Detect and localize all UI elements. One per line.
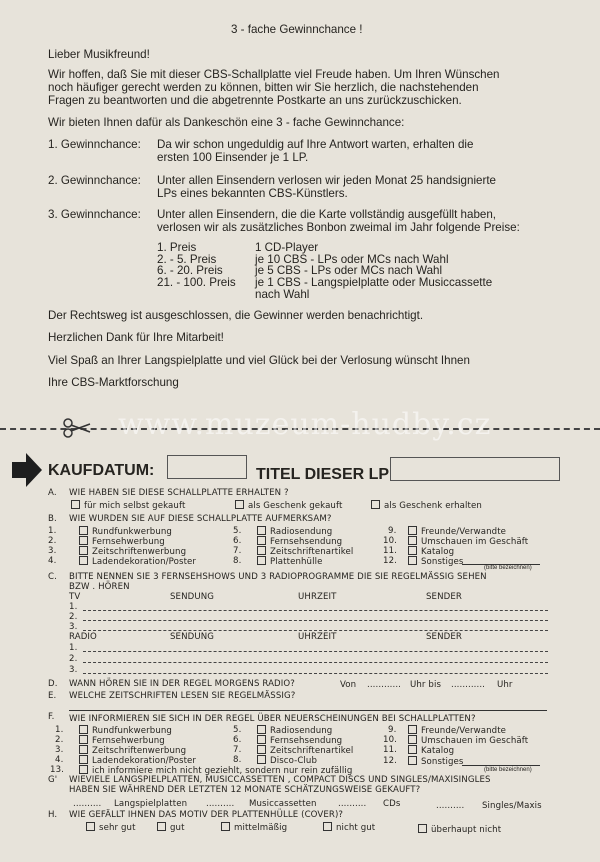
legal-text: Der Rechtsweg ist ausgeschlossen, die Gewinner werden benachrichtigt. — [48, 309, 424, 322]
checkbox[interactable] — [408, 725, 417, 734]
item-number: 4. — [48, 556, 57, 566]
option-f[interactable]: Freunde/Verwandte — [408, 725, 506, 736]
checkbox[interactable] — [79, 725, 88, 734]
question-letter: A. — [48, 488, 57, 498]
intro-line: noch häufiger gerecht werden zu können, bitten wir Sie herzlich, die nachstehenden — [48, 81, 479, 94]
item-number: 8. — [233, 556, 242, 566]
checkbox[interactable] — [257, 745, 266, 754]
von-label: Von — [340, 680, 357, 690]
checkbox[interactable] — [79, 735, 88, 744]
option-f[interactable]: Zeitschriftenwerbung — [79, 745, 186, 756]
item-number: 12. — [383, 756, 397, 766]
item-number: 5. — [233, 725, 242, 735]
checkbox[interactable] — [408, 756, 417, 765]
option-b[interactable]: Zeitschriftenwerbung — [79, 546, 186, 557]
checkbox[interactable] — [79, 526, 88, 535]
checkbox[interactable] — [408, 536, 417, 545]
radio-header: RADIO — [69, 632, 97, 642]
checkbox[interactable] — [408, 556, 417, 565]
option-f[interactable]: Fernsehwerbung — [79, 735, 165, 746]
arrow-icon — [12, 453, 42, 492]
option-b[interactable]: Umschauen im Geschäft — [408, 536, 528, 547]
letter-title: 3 - fache Gewinnchance ! — [231, 23, 363, 36]
scissors-icon — [62, 418, 92, 443]
greeting: Lieber Musikfreund! — [48, 48, 150, 61]
item-number: 11. — [383, 745, 397, 755]
singles-label: Singles/Maxis — [482, 801, 542, 811]
question-letter: D. — [48, 679, 58, 689]
prize-rank: 21. - 100. Preis — [157, 276, 236, 289]
question-c: BZW . HÖREN — [69, 582, 130, 592]
item-number: 9. — [388, 725, 397, 735]
question-e: WELCHE ZEITSCHRIFTEN LESEN SIE REGELMÄSSIG? — [69, 691, 296, 701]
item-number: 7. — [233, 745, 242, 755]
question-h: WIE GEFÄLLT IHNEN DAS MOTIV DER PLATTENHÜLLE (COVER)? — [69, 810, 344, 820]
radio-line[interactable] — [83, 662, 548, 663]
chance-label: 1. Gewinnchance: — [48, 138, 141, 151]
item-number: 1. — [48, 526, 57, 536]
checkbox[interactable] — [323, 822, 332, 831]
checkbox[interactable] — [257, 755, 266, 764]
kaufdatum-label: KAUFDATUM: — [48, 462, 155, 479]
col-sender: SENDER — [426, 632, 462, 642]
checkbox[interactable] — [157, 822, 166, 831]
option-h[interactable]: mittelmäßig — [221, 822, 287, 833]
checkbox[interactable] — [79, 765, 88, 774]
item-number: 12. — [383, 556, 397, 566]
intro-line: Fragen zu beantworten und die abgetrennte Postkarte an uns zurückzuschicken. — [48, 94, 462, 107]
item-number: 3. — [55, 745, 64, 755]
option-b[interactable]: Ladendekoration/Poster — [79, 556, 196, 567]
radio-line[interactable] — [83, 673, 548, 674]
chance-text: LPs eines bekannten CBS-Künstlers. — [157, 187, 348, 200]
col-sendung: SENDUNG — [170, 632, 215, 642]
option-b[interactable]: Freunde/Verwandte — [408, 526, 506, 537]
col-sender: SENDER — [426, 592, 462, 602]
option-f[interactable]: Umschauen im Geschäft — [408, 735, 528, 746]
option-f[interactable]: Rundfunkwerbung — [79, 725, 172, 736]
item-number: 1. — [55, 725, 64, 735]
option-a[interactable]: für mich selbst gekauft — [71, 500, 185, 511]
time-to-field[interactable]: ............ — [451, 680, 485, 690]
checkbox[interactable] — [79, 536, 88, 545]
item-number: 7. — [233, 546, 242, 556]
offer-text: Wir bieten Ihnen dafür als Dankeschön eine 3 - fache Gewinnchance: — [48, 116, 405, 129]
row-number: 3. — [69, 665, 78, 675]
question-letter: B. — [48, 514, 57, 524]
question-letter: G' — [48, 775, 58, 785]
checkbox[interactable] — [79, 556, 88, 565]
prize-text: je 5 CBS - LPs oder MCs nach Wahl — [255, 264, 443, 277]
question-g: HABEN SIE WÄHREND DER LETZTEN 12 MONATE SCHÄTZUNGSWEISE GEKAUFT? — [69, 785, 421, 795]
kaufdatum-field[interactable] — [167, 455, 247, 479]
question-d: WANN HÖREN SIE IN DER REGEL MORGENS RADIO? — [69, 679, 295, 689]
option-f[interactable]: Ladendekoration/Poster — [79, 755, 196, 766]
titel-label: TITEL DIESER LP — [256, 466, 390, 483]
uhr-label: Uhr — [497, 680, 513, 690]
lp-count-field[interactable]: .......... — [73, 799, 102, 809]
checkbox[interactable] — [79, 745, 88, 754]
option-b[interactable]: Sonstiges — [408, 556, 464, 567]
wish-text: Viel Spaß an Ihrer Langspielplatte und viel Glück bei der Verlosung wünscht Ihnen — [48, 354, 470, 367]
checkbox[interactable] — [257, 735, 266, 744]
mc-label: Musiccassetten — [249, 799, 317, 809]
tv-line[interactable] — [83, 610, 548, 611]
item-number: 13. — [50, 765, 64, 775]
item-number: 5. — [233, 526, 242, 536]
sonstiges-line[interactable] — [462, 765, 540, 766]
prize-text: nach Wahl — [255, 288, 310, 301]
option-f[interactable]: Katalog — [408, 745, 454, 756]
chance-text: ersten 100 Einsender je 1 LP. — [157, 151, 309, 164]
item-number: 3. — [48, 546, 57, 556]
option-b[interactable]: Fernsehwerbung — [79, 536, 165, 547]
prize-rank: 2. - 5. Preis — [157, 253, 217, 266]
item-number: 10. — [383, 536, 397, 546]
chance-label: 2. Gewinnchance: — [48, 174, 141, 187]
chance-text: Unter allen Einsendern verlosen wir jeden Monat 25 handsignierte — [157, 174, 496, 187]
chance-text: Unter allen Einsendern, die die Karte vollständig ausgefüllt haben, — [157, 208, 497, 221]
item-number: 2. — [48, 536, 57, 546]
option-b[interactable]: Plattenhülle — [257, 556, 322, 567]
option-f[interactable]: Radiosendung — [257, 725, 332, 736]
question-letter: C. — [48, 572, 57, 582]
checkbox[interactable] — [408, 735, 417, 744]
col-uhrzeit: UHRZEIT — [298, 592, 337, 602]
option-b[interactable]: Radiosendung — [257, 526, 332, 537]
question-g: WIEVIELE LANGSPIELPLATTEN, MUSICCASSETTEN , COMPACT DISCS UND SINGLES/MAXISINGLES — [69, 775, 491, 785]
checkbox[interactable] — [79, 755, 88, 764]
tv-header: TV — [69, 592, 81, 602]
checkbox[interactable] — [221, 822, 230, 831]
checkbox[interactable] — [371, 500, 380, 509]
option-h[interactable]: überhaupt nicht — [418, 824, 501, 835]
lp-label: Langspielplatten — [114, 799, 188, 809]
tv-line[interactable] — [83, 620, 548, 621]
option-f[interactable]: Disco-Club — [257, 755, 317, 766]
radio-line[interactable] — [83, 651, 548, 652]
item-number: 9. — [388, 526, 397, 536]
checkbox[interactable] — [418, 824, 427, 833]
option-h[interactable]: nicht gut — [323, 822, 375, 833]
chance-label: 3. Gewinnchance: — [48, 208, 141, 221]
option-f[interactable]: ich informiere mich nicht geziehlt, sondern nur rein zufällig — [79, 765, 352, 776]
tv-line[interactable] — [83, 630, 548, 631]
checkbox[interactable] — [408, 546, 417, 555]
option-h[interactable]: sehr gut — [86, 822, 136, 833]
cd-count-field[interactable]: .......... — [338, 799, 367, 809]
option-a[interactable]: als Geschenk gekauft — [235, 500, 342, 511]
chance-text: verlosen wir als zusätzliches Bonbon zweimal im Jahr folgende Preise: — [157, 221, 520, 234]
option-b[interactable]: Rundfunkwerbung — [79, 526, 172, 537]
prize-text: je 1 CBS - Langspielplatte oder Musiccassette — [255, 276, 493, 289]
item-number: 4. — [55, 755, 64, 765]
signature: Ihre CBS-Marktforschung — [48, 376, 179, 389]
checkbox[interactable] — [408, 745, 417, 754]
prize-rank: 1. Preis — [157, 241, 197, 254]
option-a[interactable]: als Geschenk erhalten — [371, 500, 482, 511]
checkbox[interactable] — [257, 725, 266, 734]
checkbox[interactable] — [257, 526, 266, 535]
checkbox[interactable] — [86, 822, 95, 831]
singles-count-field[interactable]: .......... — [436, 801, 465, 811]
thanks-text: Herzlichen Dank für Ihre Mitarbeit! — [48, 331, 224, 344]
bitte-note: (bitte bezeichnen) — [484, 565, 532, 571]
checkbox[interactable] — [71, 500, 80, 509]
row-number: 3. — [69, 622, 78, 632]
item-number: 10. — [383, 735, 397, 745]
prize-text: je 10 CBS - LPs oder MCs nach Wahl — [255, 253, 449, 266]
time-from-field[interactable]: ............ — [367, 680, 401, 690]
item-number: 11. — [383, 546, 397, 556]
option-b[interactable]: Fernsehsendung — [257, 536, 342, 547]
item-number: 6. — [233, 536, 242, 546]
option-f[interactable]: Sonstiges — [408, 756, 464, 767]
checkbox[interactable] — [257, 546, 266, 555]
prize-rank: 6. - 20. Preis — [157, 264, 223, 277]
watermark: www.muzeum-hudby.cz — [118, 407, 492, 442]
question-letter: H. — [48, 810, 58, 820]
chance-text: Da wir schon ungeduldig auf Ihre Antwort warten, erhalten die — [157, 138, 474, 151]
checkbox[interactable] — [235, 500, 244, 509]
item-number: 2. — [55, 735, 64, 745]
row-number: 1. — [69, 643, 78, 653]
intro-line: Wir hoffen, daß Sie mit dieser CBS-Schallplatte viel Freude haben. Um Ihren Wünschen — [48, 68, 500, 81]
checkbox[interactable] — [408, 526, 417, 535]
question-b: WIE WURDEN SIE AUF DIESE SCHALLPLATTE AUFMERKSAM? — [69, 514, 332, 524]
row-number: 2. — [69, 612, 78, 622]
checkbox[interactable] — [257, 556, 266, 565]
row-number: 2. — [69, 654, 78, 664]
zeitschriften-line[interactable] — [69, 710, 547, 711]
item-number: 8. — [233, 755, 242, 765]
question-letter: F. — [48, 712, 55, 722]
question-letter: E. — [48, 691, 57, 701]
question-f: WIE INFORMIEREN SIE SICH IN DER REGEL ÜBER NEUERSCHEINUNGEN BEI SCHALLPLATTEN? — [69, 714, 476, 724]
col-uhrzeit: UHRZEIT — [298, 632, 337, 642]
item-number: 6. — [233, 735, 242, 745]
uhr-bis-label: Uhr bis — [410, 680, 442, 690]
cd-label: CDs — [383, 799, 401, 809]
bitte-note: (bitte bezeichnen) — [484, 767, 532, 773]
checkbox[interactable] — [79, 546, 88, 555]
option-f[interactable]: Zeitschriftenartikel — [257, 745, 353, 756]
checkbox[interactable] — [257, 536, 266, 545]
question-a: WIE HABEN SIE DIESE SCHALLPLATTE ERHALTEN ? — [69, 488, 289, 498]
option-h[interactable]: gut — [157, 822, 185, 833]
titel-field[interactable] — [390, 457, 560, 481]
question-c: BITTE NENNEN SIE 3 FERNSEHSHOWS UND 3 RADIOPROGRAMME DIE SIE REGELMÄSSIG SEHEN — [69, 572, 487, 582]
option-b[interactable]: Katalog — [408, 546, 454, 557]
col-sendung: SENDUNG — [170, 592, 215, 602]
option-f[interactable]: Fernsehsendung — [257, 735, 342, 746]
option-b[interactable]: Zeitschriftenartikel — [257, 546, 353, 557]
prize-text: 1 CD-Player — [255, 241, 319, 254]
row-number: 1. — [69, 602, 78, 612]
mc-count-field[interactable]: .......... — [206, 799, 235, 809]
